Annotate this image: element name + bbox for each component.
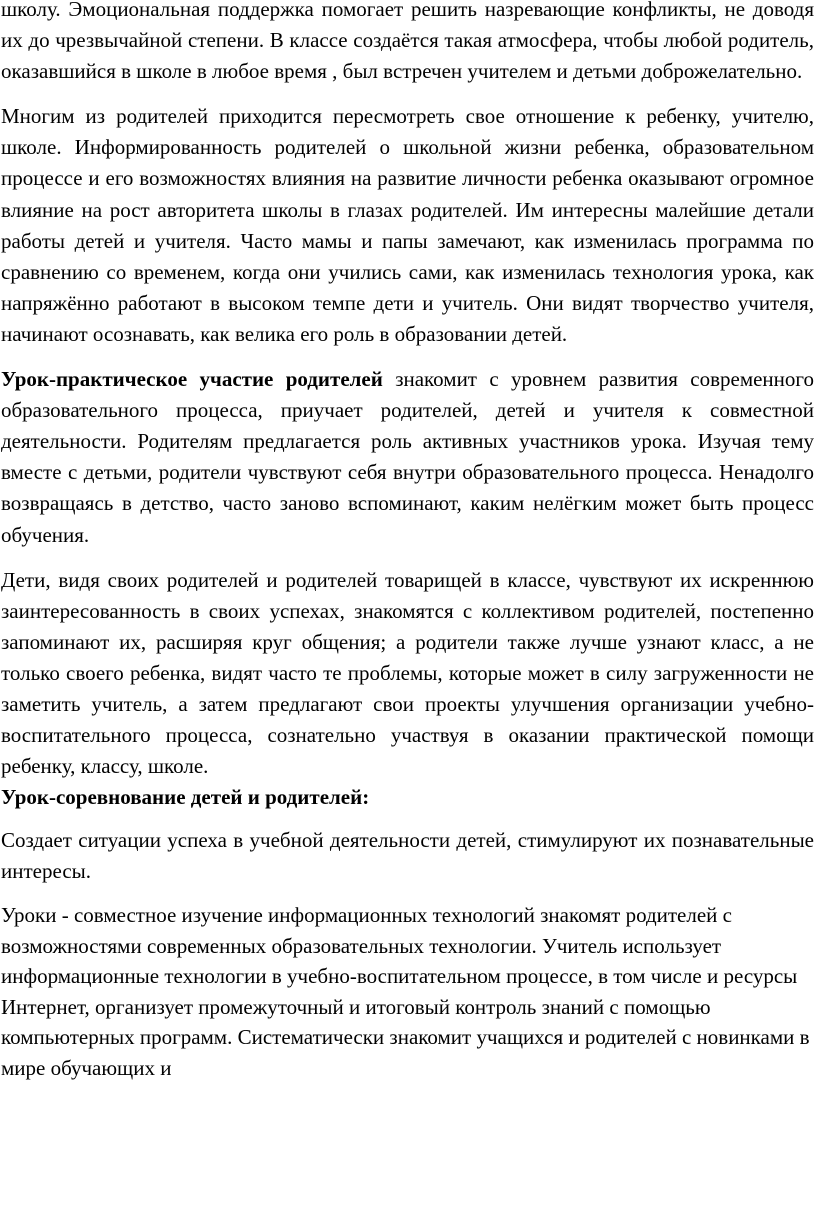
- paragraph-body: знакомит с уровнем развития современного образовательного процесса, приучает родителей, детей и учителя к совместной деятельности. Родителям предлагается роль активных участников урока. Изучая тему вместе с детьми, родители чувствуют себя внутри образовательного процесса. Ненадолго возвращаясь в детство, часто заново вспоминают, каким нелёгким может быть процесс обучения.: [1, 367, 814, 547]
- paragraph-children-seeing-parents: Дети, видя своих родителей и родителей товарищей в классе, чувствуют их искреннюю заинтересованность в своих успехах, знакомятся с коллективом родителей, постепенно запоминают их, расширяя круг общения; а родители также лучше узнают класс, а не только своего ребенка, видят часто те проблемы, которые может в силу загруженности не заметить учитель, а затем предлагают свои проекты улучшения организации учебно-воспитательного процесса, сознательно участвуя в оказании практической помощи ребенку, классу, школе.: [1, 567, 814, 779]
- paragraph-it-lessons: Уроки - совместное изучение информационных технологий знакомят родителей с возможностями современных образовательных технологии. Учитель использует информационные технологии в учебно-воспитательном процессе, в том числе и ресурсы Интернет, организует промежуточный и итоговый контроль знаний с помощью компьютерных программ. Систематически знакомит учащихся и родителей с новинками в мире обучающих и: [1, 903, 810, 1080]
- section-heading-competition: Урок-соревнование детей и родителей:: [1, 785, 370, 810]
- paragraph-parent-attitude: Многим из родителей приходится пересмотреть свое отношение к ребенку, учителю, школе. Информированность родителей о школьной жизни ребенка, образовательном процессе и его возможностях влияния на развитие личности ребенка оказывают огромное влияние на рост авторитета школы в глазах родителей. Им интересны малейшие детали работы детей и учителя. Часто мамы и папы замечают, как изменилась программа по сравнению со временем, когда они учились сами, как изменилась технология урока, как напряжённо работают в высоком темпе дети и учитель. Они видят творчество учителя, начинают осознавать, как велика его роль в образовании детей.: [1, 104, 814, 346]
- paragraph-success-situations: Создает ситуации успеха в учебной деятельности детей, стимулируют их познавательные интересы.: [1, 828, 814, 884]
- paragraph-emotional-support: школу. Эмоциональная поддержка помогает решить назревающие конфликты, не доводя их до чрезвычайной степени. В классе создаётся такая атмосфера, чтобы любой родитель, оказавшийся в школе в любое время , был встречен учителем и детьми доброжелательно.: [1, 0, 814, 84]
- paragraph-practical-lesson: [1, 364, 814, 551]
- paragraph-bold-lead: Урок-практическое участие родителей: [1, 367, 383, 392]
